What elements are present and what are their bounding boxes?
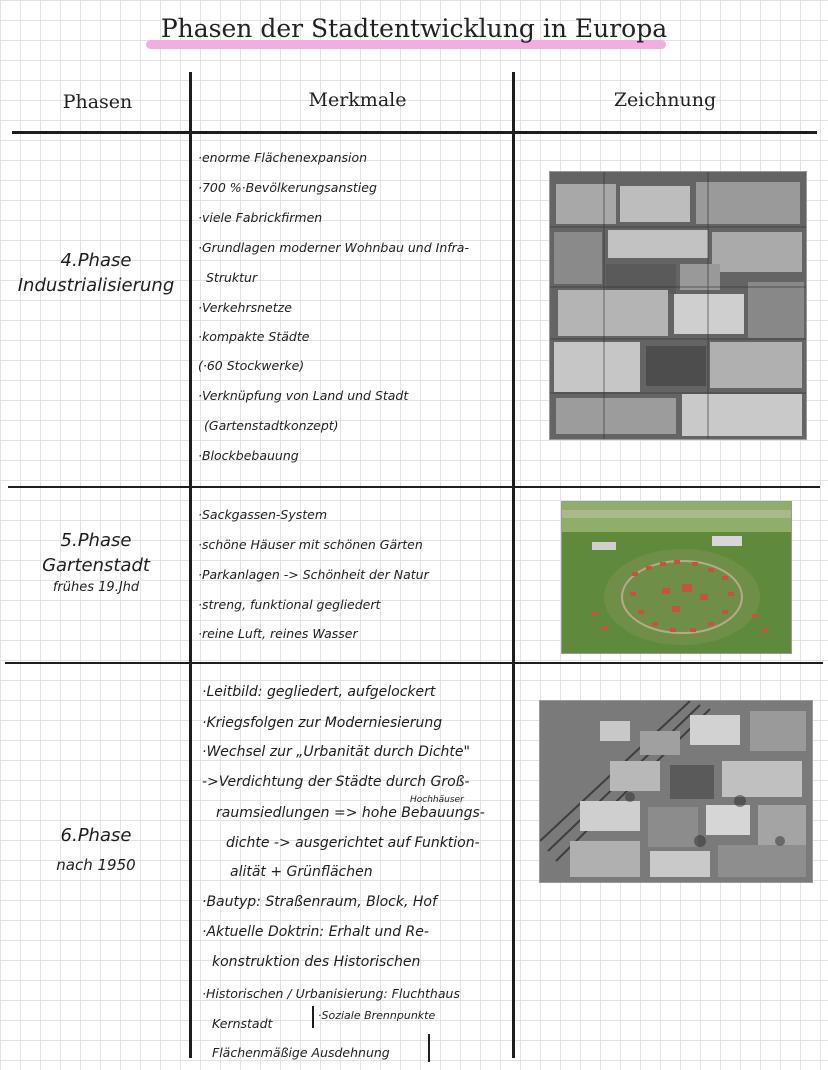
merkmal-6-1: ·Leitbild: gegliedert, aufgelockert <box>202 684 436 700</box>
merkmal-4-5: Struktur <box>206 270 258 285</box>
merkmal-4-9: ·Verknüpfung von Land und Stadt <box>198 388 409 403</box>
phase-6-time: nach 1950 <box>56 856 136 874</box>
merkmal-4-7: ·kompakte Städte <box>198 329 310 344</box>
phase-5-time: frühes 19.Jhd <box>52 580 140 595</box>
merkmal-4-11: ·Blockbebauung <box>198 448 299 463</box>
phase-4-label <box>6 250 186 296</box>
merkmal-5-2: ·schöne Häuser mit schönen Gärten <box>198 537 423 552</box>
merkmal-6-10: konstruktion des Historischen <box>212 954 421 970</box>
merkmal-5-5: ·reine Luft, reines Wasser <box>198 626 358 641</box>
merkmal-6-4: ->Verdichtung der Städte durch Groß- <box>202 774 470 790</box>
row-divider-1 <box>8 486 820 488</box>
annotation-hochhaeuser: Hochhäuser <box>410 795 464 805</box>
merkmal-6-11: ·Historischen / Urbanisierung: Fluchthaus <box>202 986 460 1001</box>
phase-4-name: Industrialisierung <box>17 275 175 296</box>
merkmal-5-3: ·Parkanlagen -> Schönheit der Natur <box>198 567 429 582</box>
merkmal-4-4: ·Grundlagen moderner Wohnbau und Infra- <box>198 240 469 255</box>
photo-modern-city-illustration <box>540 701 812 882</box>
bracket-right <box>428 1034 430 1062</box>
merkmal-5-4: ·streng, funktional gegliedert <box>198 597 381 612</box>
phase-5-number: 5.Phase <box>60 530 132 551</box>
merkmal-6-7: alität + Grünflächen <box>230 864 373 880</box>
merkmal-6-8: ·Bautyp: Straßenraum, Block, Hof <box>202 894 437 910</box>
page-title: Phasen der Stadtentwicklung in Europa <box>160 14 668 43</box>
merkmal-6-12: Kernstadt <box>212 1016 273 1031</box>
merkmal-5-1: ·Sackgassen-System <box>198 507 328 522</box>
header-merkmale: Merkmale <box>308 89 407 111</box>
merkmal-6-2: ·Kriegsfolgen zur Moderniesierung <box>202 715 443 731</box>
phase-4-number: 4.Phase <box>60 250 132 271</box>
annotation-flaechen: Flächenmäßige Ausdehnung <box>212 1045 390 1060</box>
merkmal-6-9: ·Aktuelle Doktrin: Erhalt und Re- <box>202 924 429 940</box>
photo-industrial-city <box>549 171 807 440</box>
phase-5-name: Gartenstadt <box>42 555 150 576</box>
merkmal-4-3: ·viele Fabrickfirmen <box>198 210 323 225</box>
merkmal-6-6: dichte -> ausgerichtet auf Funktion- <box>226 835 480 851</box>
photo-garden-city <box>561 501 792 654</box>
header-zeichnung: Zeichnung <box>613 89 717 111</box>
column-divider-2 <box>512 72 515 1058</box>
merkmal-4-1: ·enorme Flächenexpansion <box>198 150 368 165</box>
photo-modern-city <box>539 700 813 883</box>
photo-garden-city-illustration <box>562 502 791 653</box>
annotation-brennpunkte: ·Soziale Brennpunkte <box>318 1009 436 1022</box>
photo-industrial-city-illustration <box>550 172 806 439</box>
merkmal-4-10: (Gartenstadtkonzept) <box>204 418 339 433</box>
merkmal-4-2: ·700 %·Bevölkerungsanstieg <box>198 180 377 195</box>
row-divider-2 <box>5 662 823 664</box>
merkmal-4-6: ·Verkehrsnetze <box>198 300 292 315</box>
phase-6-label <box>6 825 186 874</box>
header-phasen: Phasen <box>62 91 133 113</box>
bracket-vertical <box>312 1006 314 1028</box>
merkmal-4-8: (·60 Stockwerke) <box>198 358 305 373</box>
phase-5-label <box>6 530 186 595</box>
phase-6-number: 6.Phase <box>60 825 132 846</box>
merkmal-6-5: raumsiedlungen => hohe Bebauungs- <box>216 805 485 821</box>
merkmal-6-3: ·Wechsel zur „Urbanität durch Dichte" <box>202 744 470 760</box>
column-divider-1 <box>189 72 192 1058</box>
header-divider <box>12 131 817 134</box>
